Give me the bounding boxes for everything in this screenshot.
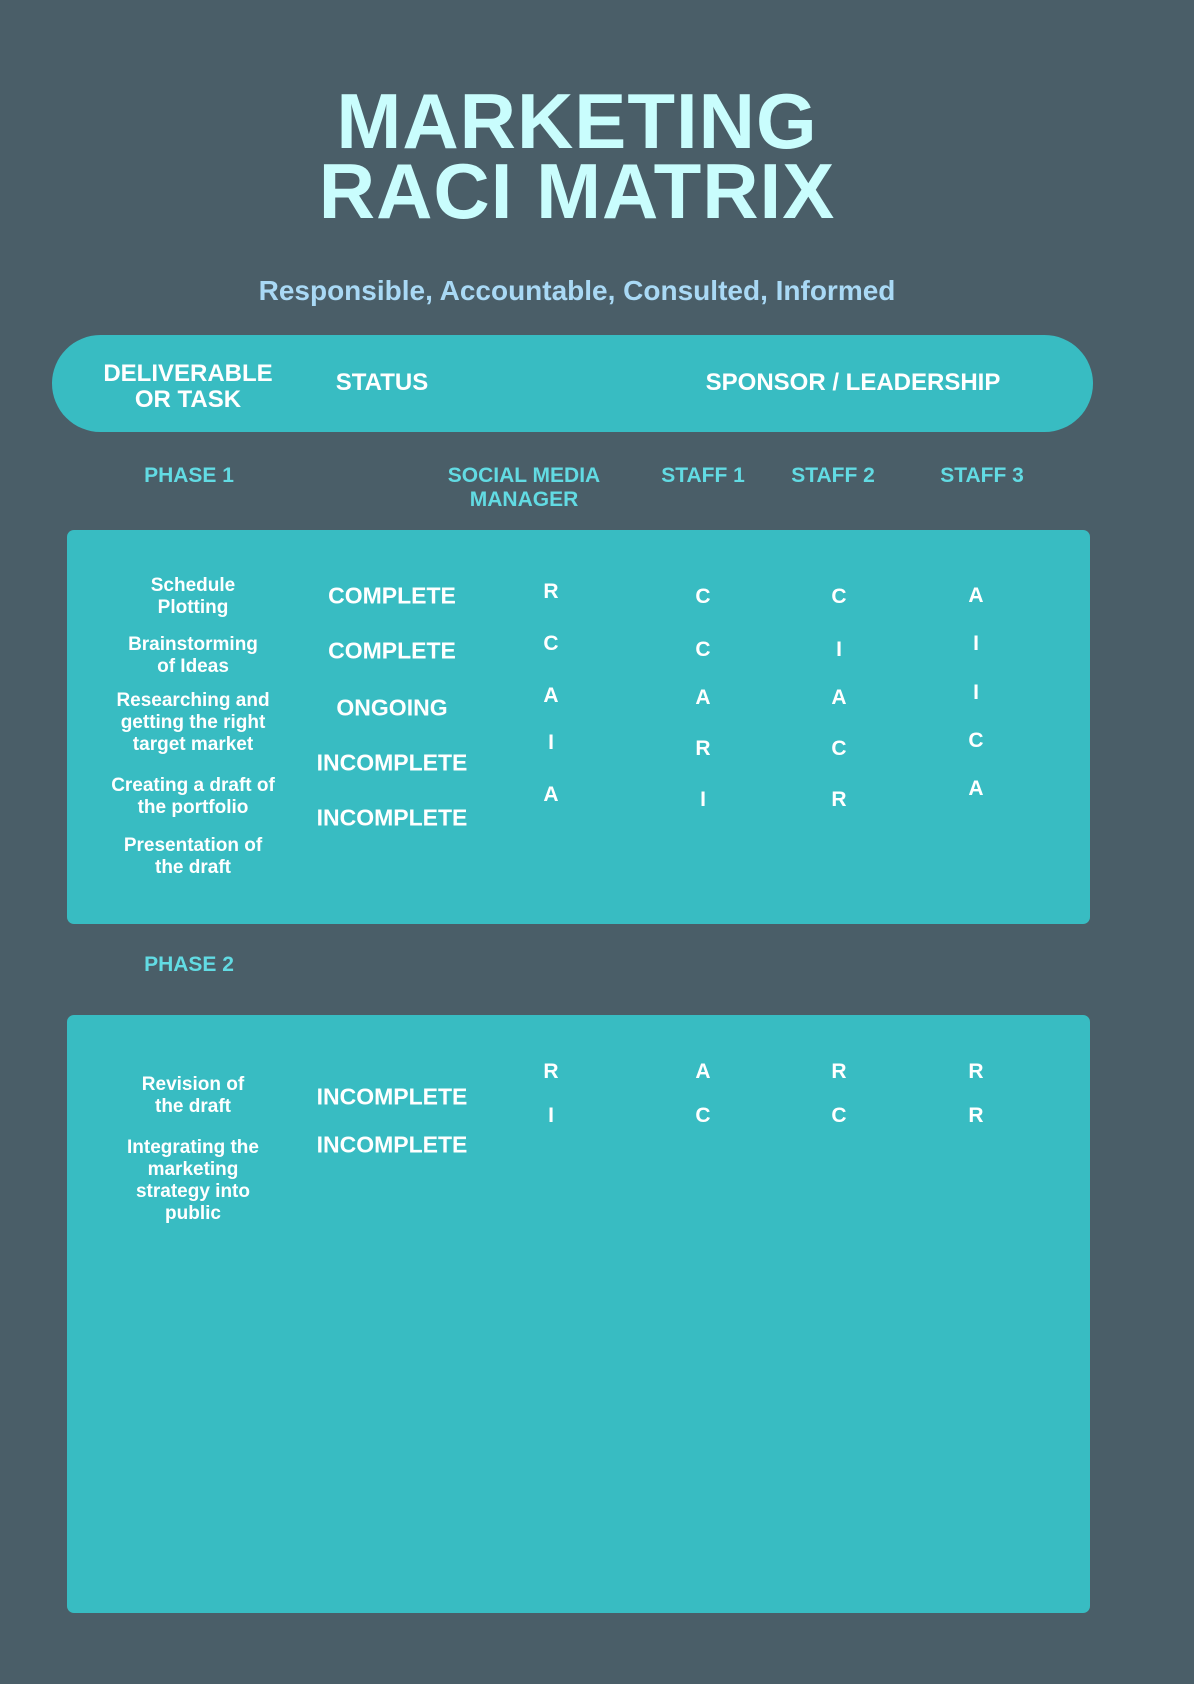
header-status: STATUS (335, 369, 429, 396)
header-sponsor: SPONSOR / LEADERSHIP (705, 369, 1001, 396)
raci-letter: I (548, 731, 554, 754)
header-deliverable-line2: OR TASK (134, 386, 242, 413)
header-deliverable-line1: DELIVERABLE (103, 360, 273, 387)
raci-letter: A (968, 584, 984, 607)
task-line: target market (132, 734, 254, 755)
task-item (128, 634, 258, 678)
task-line: Schedule (150, 575, 236, 596)
task-item (116, 690, 269, 756)
task-line: marketing (147, 1159, 239, 1180)
task-line: Plotting (157, 597, 229, 618)
raci-letter: R (695, 737, 711, 760)
raci-letter: C (695, 585, 711, 608)
raci-letter: C (695, 1104, 711, 1127)
raci-letter: I (836, 638, 842, 661)
status-value: ONGOING (336, 694, 448, 721)
task-line: strategy into (135, 1181, 251, 1202)
raci-letter: C (831, 1104, 847, 1127)
task-item (127, 1137, 259, 1225)
raci-letter: R (543, 580, 559, 603)
title-line-1: MARKETING (336, 77, 818, 165)
raci-letter: R (831, 1060, 847, 1083)
raci-letter: C (543, 632, 559, 655)
title-line-2: RACI MATRIX (318, 147, 836, 235)
status-value: INCOMPLETE (316, 1131, 468, 1158)
status-value: INCOMPLETE (316, 804, 468, 831)
raci-letter: A (831, 686, 847, 709)
role-social-line1: SOCIAL MEDIA (447, 464, 601, 487)
status-value: INCOMPLETE (316, 749, 468, 776)
raci-letter: C (695, 638, 711, 661)
raci-letter: R (968, 1060, 984, 1083)
role-social-line2: MANAGER (469, 488, 579, 511)
task-item (151, 575, 235, 619)
raci-letter: A (543, 684, 559, 707)
task-line: Creating a draft of (111, 775, 275, 796)
raci-letter: R (831, 788, 847, 811)
task-line: the draft (155, 857, 231, 878)
task-item (111, 775, 275, 819)
task-item (142, 1074, 244, 1118)
raci-letter: A (695, 686, 711, 709)
task-line: getting the right (120, 712, 266, 733)
raci-letter: C (831, 737, 847, 760)
task-line: Brainstorming (128, 634, 258, 655)
subtitle: Responsible, Accountable, Consulted, Informed (258, 275, 896, 306)
task-item (124, 835, 262, 879)
status-value: COMPLETE (328, 637, 456, 664)
role-staff-2: STAFF 2 (791, 464, 875, 487)
raci-letter: A (543, 783, 559, 806)
raci-letter: I (700, 788, 706, 811)
status-value: INCOMPLETE (316, 1083, 468, 1110)
phase-2-label: PHASE 2 (144, 953, 234, 976)
role-staff-1: STAFF 1 (661, 464, 745, 487)
raci-letter: C (968, 729, 984, 752)
raci-letter: I (973, 632, 979, 655)
task-line: the portfolio (137, 797, 249, 818)
task-line: the draft (155, 1096, 231, 1117)
raci-letter: R (543, 1060, 559, 1083)
raci-letter: I (548, 1104, 554, 1127)
status-value: COMPLETE (328, 582, 456, 609)
role-social-media-manager (448, 464, 600, 512)
raci-letter: A (968, 777, 984, 800)
raci-letter: C (831, 585, 847, 608)
task-line: public (165, 1203, 221, 1224)
header-deliverable (103, 361, 272, 413)
raci-letter: A (695, 1060, 711, 1083)
task-line: Integrating the (127, 1137, 259, 1158)
raci-letter: R (968, 1104, 984, 1127)
task-line: of Ideas (157, 656, 229, 677)
task-line: Presentation of (123, 835, 263, 856)
phase-1-label: PHASE 1 (144, 464, 234, 487)
role-staff-3: STAFF 3 (940, 464, 1024, 487)
raci-letter: I (973, 681, 979, 704)
task-line: Revision of (141, 1074, 245, 1095)
task-line: Researching and (116, 690, 270, 711)
